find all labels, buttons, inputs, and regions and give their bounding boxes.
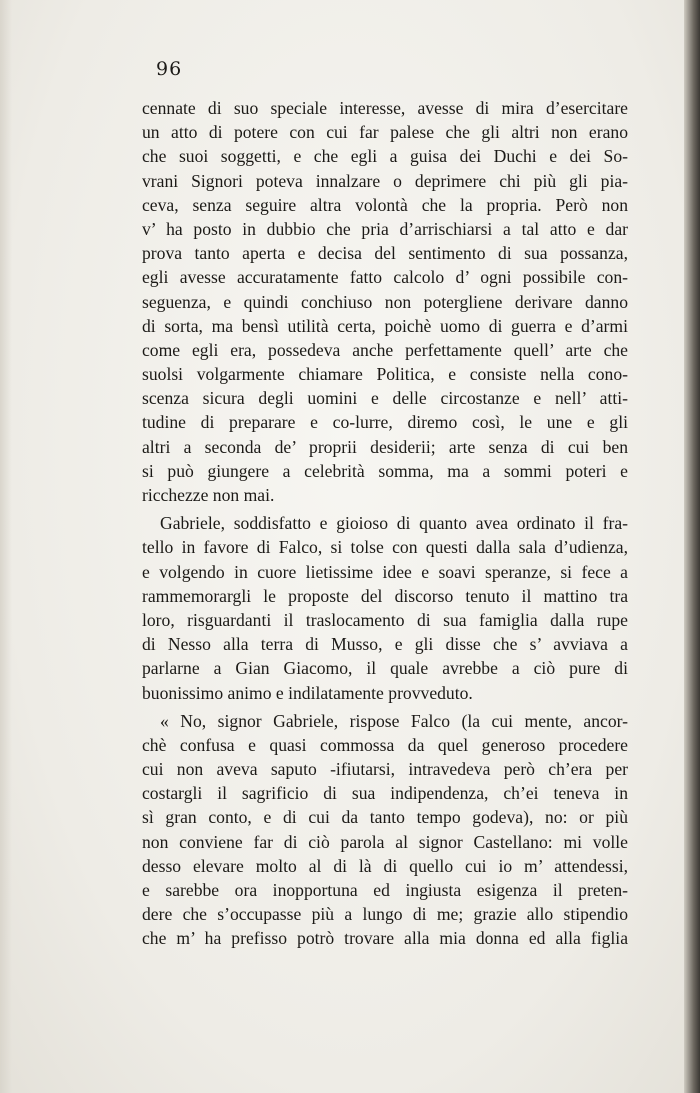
- body-text: [142, 96, 628, 951]
- text-line: suolsi volgarmente chiamare Politica, e consiste nella cono-: [142, 364, 628, 385]
- text-line: egli avesse accuratamente fatto calcolo d’ ogni possibile con-: [142, 267, 628, 288]
- text-line: buonissimo animo e indilatamente provveduto.: [142, 682, 473, 703]
- text-line: scenza sicura degli uomini e delle circostanze e nell’ atti-: [142, 388, 628, 409]
- text-line: Gabriele, soddisfatto e gioioso di quanto avea ordinato il fra-: [160, 513, 628, 534]
- text-line: desso elevare molto al di là di quello cui io m’ attendessi,: [142, 855, 628, 876]
- text-line: che suoi soggetti, e che egli a guisa dei Duchi e dei So-: [142, 146, 628, 167]
- text-line: si può giungere a celebrità somma, ma a sommi poteri e: [142, 460, 628, 481]
- text-line: costargli il sagrificio di sua indipendenza, ch’ei teneva in: [142, 783, 628, 804]
- text-line: cui non aveva saputo ‑ifiutarsi, intravedeva però ch’era per: [142, 759, 628, 780]
- text-line: cennate di suo speciale interesse, avesse di mira d’esercitare: [142, 98, 628, 118]
- text-line: altri a seconda de’ proprii desiderii; arte senza di cui ben: [142, 436, 628, 457]
- text-line: ricchezze non mai.: [142, 485, 275, 505]
- text-line: rammemorargli le proposte del discorso tenuto il mattino tra: [142, 585, 628, 606]
- text-line: che m’ ha prefisso potrò trovare alla mia donna ed alla figlia: [142, 928, 628, 949]
- page-left-edge-shadow: [0, 0, 12, 1093]
- text-line: di Nesso alla terra di Musso, e gli disse che s’ avviava a: [142, 634, 628, 655]
- text-line: non conviene far di ciò parola al signor Castellano: mi volle: [142, 831, 628, 852]
- text-line: seguenza, e quindi conchiuso non potergliene derivare danno: [142, 291, 628, 312]
- text-line: « No, signor Gabriele, rispose Falco (la cui mente, ancor-: [160, 710, 628, 731]
- text-line: prova tanto aperta e decisa del sentimento di sua possanza,: [142, 243, 628, 264]
- text-line: v’ ha posto in dubbio che pria d’arrischiarsi a tal atto e dar: [142, 218, 628, 239]
- text-line: parlarne a Gian Giacomo, il quale avrebbe a ciò pure di: [142, 658, 628, 679]
- text-line: dere che s’occupasse più a lungo di me; grazie allo stipendio: [142, 904, 628, 925]
- text-line: vrani Signori poteva innalzare o deprimere chi più gli pia-: [142, 170, 628, 191]
- text-line: ceva, senza seguire altra volontà che la propria. Però non: [142, 194, 628, 215]
- book-spine-shadow: [684, 0, 700, 1093]
- text-line: come egli era, possedeva anche perfettamente quell’ arte che: [142, 339, 628, 360]
- text-line: un atto di potere con cui far palese che gli altri non erano: [142, 122, 628, 143]
- text-line: tudine di preparare e co‑lurre, diremo così, le une e gli: [142, 412, 628, 433]
- text-line: tello in favore di Falco, si tolse con questi dalla sala d’udienza,: [142, 537, 628, 558]
- page-number: 96: [156, 58, 183, 80]
- text-line: e sarebbe ora inopportuna ed ingiusta esigenza il preten-: [142, 880, 628, 900]
- text-line: chè confusa e quasi commossa da quel generoso procedere: [142, 734, 628, 755]
- text-line: sì gran conto, e di cui da tanto tempo godeva), no: or più: [142, 807, 628, 828]
- text-line: loro, risguardanti il traslocamento di sua famiglia dalla rupe: [142, 609, 628, 630]
- text-line: e volgendo in cuore lietissime idee e soavi speranze, si fece a: [142, 561, 628, 582]
- text-line: di sorta, ma bensì utilità certa, poichè uomo di guerra e d’armi: [142, 315, 628, 336]
